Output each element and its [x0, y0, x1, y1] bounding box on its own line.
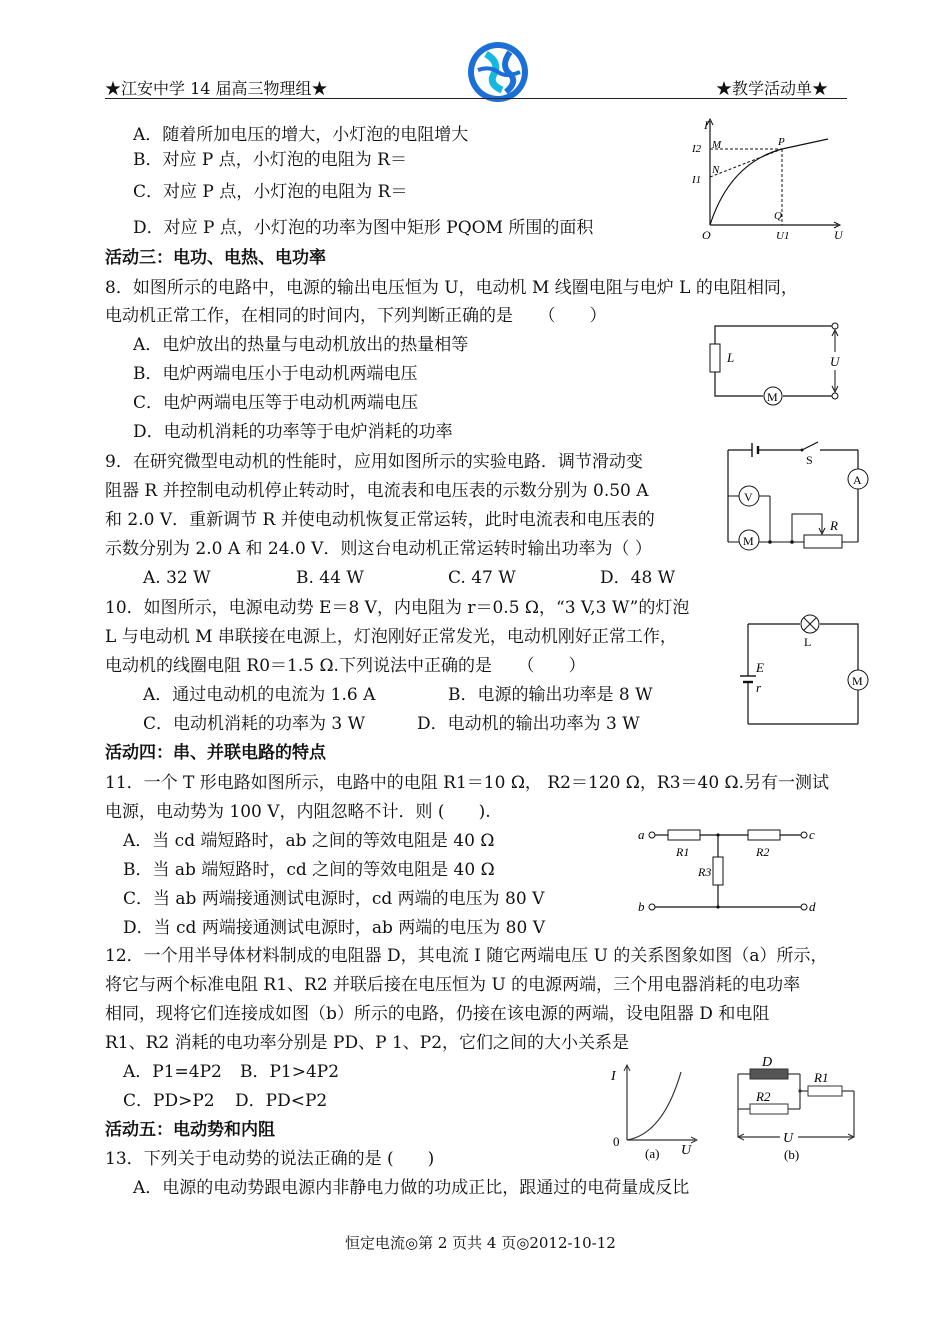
q11-option-d: D．当 cd 两端接通测试电源时，ab 两端的电压为 80 V — [123, 918, 545, 938]
q11-stem-line2: 电源，电动势为 100 V，内阻忽略不计．则 ( ). — [105, 802, 491, 822]
q12-option-b: B．P1>4P2 — [240, 1062, 340, 1082]
fig8-l-label: L — [727, 350, 735, 365]
page-footer: 恒定电流◎第 2 页共 4 页◎2012-10-12 — [345, 1234, 616, 1252]
q9-option-d: D．48 W — [600, 568, 676, 588]
fig11-r3-label: R3 — [698, 865, 712, 879]
fig11-d-label: d — [809, 899, 816, 914]
q13-stem: 13．下列关于电动势的说法正确的是 ( ) — [105, 1149, 435, 1169]
fig8-u-label: U — [830, 354, 840, 369]
q8-option-a: A．电炉放出的热量与电动机放出的热量相等 — [133, 335, 469, 355]
q13-option-a: A．电源的电动势跟电源内非静电力做的功成正比，跟通过的电荷量成反比 — [133, 1178, 690, 1198]
header-right: ★教学活动单★ — [716, 79, 829, 98]
q10-stem-line3: 电动机的线圈电阻 R0＝1.5 Ω.下列说法中正确的是 （ ） — [105, 656, 586, 676]
q9-stem-line2: 阻器 R 并控制电动机停止转动时，电流表和电压表的示数分别为 0.50 A — [105, 481, 649, 501]
q12-option-d: D．PD<P2 — [235, 1091, 328, 1111]
q9-option-a: A. 32 W — [143, 568, 211, 588]
fig12b-r1-label: R1 — [814, 1070, 829, 1085]
q7-option-a: A．随着所加电压的增大，小灯泡的电阻增大 — [133, 125, 469, 145]
motor-furnace-circuit — [705, 318, 850, 408]
fig12a-origin-label: 0 — [613, 1134, 620, 1149]
fig10-e-label: E — [756, 660, 764, 675]
fig7-q-label: Q — [774, 210, 782, 222]
activity-5-heading: 活动五：电动势和内阻 — [105, 1120, 275, 1140]
q12-stem-line2: 将它与两个标准电阻 R1、R2 并联后接在电压恒为 U 的电源两端，三个用电器消耗的电功率 — [105, 975, 801, 995]
q8-stem-line1: 8．如图所示的电路中，电源的输出电压恒为 U，电动机 M 线圈电阻与电炉 L 的电阻相同， — [105, 278, 798, 298]
q10-stem-line1: 10．如图所示，电源电动势 E＝8 V，内电阻为 r＝0.5 Ω，“3 V,3 W”的灯泡 — [105, 598, 690, 618]
q11-option-c: C．当 ab 两端接通测试电源时，cd 两端的电压为 80 V — [123, 889, 545, 909]
fig12b-u-label: U — [783, 1131, 794, 1146]
q8-stem-line2: 电动机正常工作，在相同的时间内，下列判断正确的是 （ ） — [105, 306, 607, 326]
q10-option-b: B．电源的输出功率是 8 W — [448, 685, 653, 705]
semiconductor-iu-graph — [605, 1062, 705, 1167]
school-logo — [466, 40, 530, 104]
header-rule — [105, 98, 847, 99]
activity-3-heading: 活动三：电功、电热、电功率 — [105, 248, 326, 268]
fig12b-d-label: D — [762, 1055, 773, 1070]
fig7-o-label: O — [702, 228, 711, 242]
q10-stem-line2: L 与电动机 M 串联接在电源上，灯泡刚好正常发光，电动机刚好正常工作， — [105, 627, 677, 647]
fig9-m-label: M — [743, 534, 754, 548]
q9-stem-line3: 和 2.0 V．重新调节 R 并使电动机恢复正常运转，此时电流表和电压表的 — [105, 510, 655, 530]
motor-test-circuit — [722, 440, 872, 555]
q12-stem-line1: 12．一个用半导体材料制成的电阻器 D，其电流 I 随它两端电压 U 的关系图象如图（a）所示， — [105, 946, 828, 966]
q10-option-d: D．电动机的输出功率为 3 W — [417, 714, 640, 734]
fig12a-u-label: U — [681, 1143, 692, 1158]
q11-option-b: B．当 ab 端短路时，cd 之间的等效电阻是 40 Ω — [123, 860, 495, 880]
fig12b-r2-label: R2 — [756, 1089, 771, 1104]
series-parallel-circuit — [728, 1055, 863, 1165]
fig10-r-label: r — [756, 680, 762, 695]
q11-option-a: A．当 cd 端短路时，ab 之间的等效电阻是 40 Ω — [123, 831, 495, 851]
q7-option-c: C．对应 P 点，小灯泡的电阻为 R＝ — [133, 182, 408, 202]
q8-option-d: D．电动机消耗的功率等于电炉消耗的功率 — [133, 422, 453, 442]
q9-stem-line4: 示数分别为 2.0 A 和 24.0 V．则这台电动机正常运转时输出功率为（ ） — [105, 539, 652, 559]
q12-stem-line4: R1、R2 消耗的电功率分别是 PD、P 1、P2，它们之间的大小关系是 — [105, 1033, 630, 1053]
q7-option-d: D．对应 P 点，小灯泡的功率为图中矩形 PQOM 所围的面积 — [133, 218, 594, 238]
fig11-c-label: c — [809, 827, 815, 842]
q11-stem-line1: 11．一个 T 形电路如图所示，电路中的电阻 R1＝10 Ω， R2＝120 Ω，R3＝40 Ω.另有一测试 — [105, 773, 830, 793]
fig11-r1-label: R1 — [676, 845, 690, 859]
fig10-l-label: L — [804, 635, 812, 649]
q10-option-c: C．电动机消耗的功率为 3 W — [143, 714, 366, 734]
fig12a-i-label: I — [611, 1069, 616, 1084]
fig8-m-label: M — [767, 390, 778, 404]
q10-option-a: A．通过电动机的电流为 1.6 A — [143, 685, 376, 705]
fig11-r2-label: R2 — [756, 845, 770, 859]
q7-option-b: B．对应 P 点，小灯泡的电阻为 R＝ — [133, 150, 407, 170]
q12-option-a: A．P1=4P2 — [123, 1062, 222, 1082]
iu-curve-figure — [690, 115, 850, 245]
fig7-n-label: N — [712, 164, 720, 176]
t-shaped-circuit — [636, 825, 826, 920]
fig12b-caption: (b) — [784, 1147, 800, 1162]
fig9-v-label: V — [744, 490, 753, 504]
fig10-m-label: M — [852, 674, 863, 688]
q8-option-b: B．电炉两端电压小于电动机两端电压 — [133, 364, 418, 384]
fig7-i-label: I — [704, 118, 708, 132]
fig7-m-label: M — [712, 139, 722, 151]
q9-option-b: B. 44 W — [296, 568, 364, 588]
activity-4-heading: 活动四：串、并联电路的特点 — [105, 743, 326, 763]
fig7-u1-label: U1 — [776, 230, 790, 242]
fig9-r-label: R — [830, 518, 838, 533]
fig7-p-label: P — [778, 136, 785, 148]
header-left: ★江安中学 14 届高三物理组★ — [105, 79, 328, 98]
fig9-a-label: A — [853, 473, 862, 487]
fig7-i1-label: I1 — [692, 174, 702, 186]
fig7-u-label: U — [834, 228, 843, 242]
q9-option-c: C. 47 W — [448, 568, 516, 588]
fig9-s-label: S — [806, 453, 813, 467]
fig7-i2-label: I2 — [692, 143, 702, 155]
lamp-motor-circuit — [740, 612, 870, 730]
q8-option-c: C．电炉两端电压等于电动机两端电压 — [133, 393, 419, 413]
fig12a-caption: (a) — [645, 1146, 660, 1161]
fig11-a-label: a — [638, 827, 645, 842]
q9-stem-line1: 9．在研究微型电动机的性能时，应用如图所示的实验电路．调节滑动变 — [105, 452, 643, 472]
q12-option-c: C．PD>P2 — [123, 1091, 215, 1111]
fig11-b-label: b — [638, 899, 645, 914]
q12-stem-line3: 相同，现将它们连接成如图（b）所示的电路，仍接在该电源的两端，设电阻器 D 和电阻 — [105, 1004, 770, 1024]
